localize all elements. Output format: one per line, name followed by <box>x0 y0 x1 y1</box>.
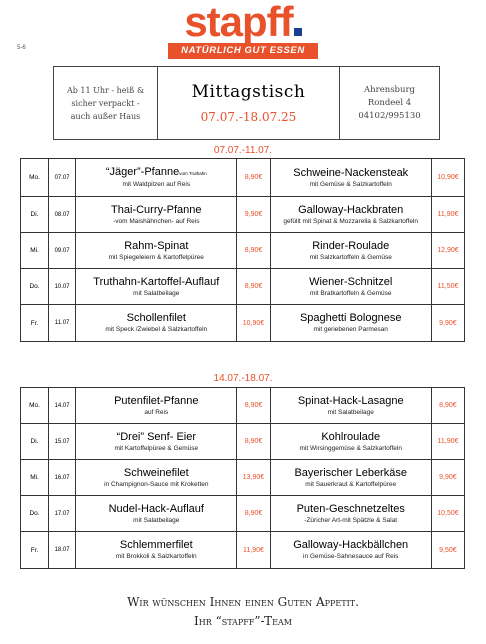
dish-cell <box>76 532 237 569</box>
dish-cell <box>270 532 431 569</box>
logo-dot <box>294 28 302 36</box>
dish-cell <box>76 460 237 496</box>
price-cell: 8,90€ <box>237 233 270 269</box>
dish-name <box>76 276 236 289</box>
day-cell: Mo. <box>21 388 49 424</box>
dish-cell <box>270 388 431 424</box>
dish-cell <box>76 424 237 460</box>
menu-row <box>21 197 465 233</box>
dish-description: mit Waldpilzen auf Reis <box>122 181 191 188</box>
dish-name <box>271 539 431 552</box>
dish-name-text: Rahm-Spinat <box>124 239 189 252</box>
dish-cell <box>76 269 237 305</box>
menu-table-week-2 <box>20 387 465 569</box>
dish-name <box>76 539 236 552</box>
price-cell: 8,90€ <box>237 269 270 305</box>
menu-row <box>21 424 465 460</box>
dish-description: -vom Maishähnchen- auf Reis <box>113 217 200 225</box>
logo-word: stapff <box>184 0 293 45</box>
dish-name <box>76 431 236 444</box>
menu-table-week-1 <box>20 158 465 342</box>
dish-name-text: Putenfilet-Pfanne <box>114 394 199 407</box>
date-cell: 11.07 <box>49 305 76 342</box>
dish-cell <box>76 388 237 424</box>
dish-name <box>271 503 431 516</box>
dish-description: mit geriebenen Parmesan <box>313 326 388 333</box>
date-cell: 17.07 <box>49 496 76 532</box>
dish-name-text: Rinder-Roulade <box>312 239 390 252</box>
menu-row <box>21 159 465 197</box>
dish-description: mit Salatbeilage <box>327 408 374 416</box>
price-cell: 11,90€ <box>237 532 270 569</box>
dish-name-text: Schweinefilet <box>123 466 189 479</box>
header-box <box>53 66 440 140</box>
price-cell: 12,90€ <box>431 233 464 269</box>
dish-name-text: Schollenfilet <box>126 312 186 324</box>
dish-name <box>271 167 431 180</box>
price-cell: 9,90€ <box>431 460 464 496</box>
header-left-line: sicher verpackt - <box>71 98 140 108</box>
dish-cell <box>76 197 237 233</box>
date-cell: 09.07 <box>49 233 76 269</box>
day-cell: Do. <box>21 496 49 532</box>
dish-name <box>76 467 236 480</box>
menu-row <box>21 269 465 305</box>
dish-cell <box>76 305 237 342</box>
day-cell: Di. <box>21 424 49 460</box>
date-cell: 15.07 <box>49 424 76 460</box>
dish-name-text: Galloway-Hackbällchen <box>293 539 409 551</box>
dish-description: in Champignon-Sauce mit Kroketten <box>104 480 209 488</box>
dish-description: -Züricher Art-mit Spätzle & Salat <box>304 516 398 524</box>
dish-name <box>271 467 431 480</box>
dish-cell <box>270 197 431 233</box>
price-cell: 13,90€ <box>237 460 270 496</box>
dish-name-text: Truthahn-Kartoffel-Auflauf <box>93 275 220 288</box>
dish-name-text: Bayerischer Leberkäse <box>294 466 407 479</box>
dish-description: mit Spiegeleiern & Kartoffelpüree <box>108 253 204 261</box>
dish-name <box>271 395 431 408</box>
dish-description: mit Sauerkraut & Kartoffelpüree <box>305 480 397 488</box>
dish-name <box>76 395 236 408</box>
day-cell: Fr. <box>21 305 49 342</box>
dish-cell <box>270 233 431 269</box>
day-cell: Mi. <box>21 460 49 496</box>
dish-name-text: “Jäger”-Pfanne <box>105 166 180 178</box>
menu-row <box>21 305 465 342</box>
dish-description: auf Reis <box>144 408 169 416</box>
menu-row <box>21 388 465 424</box>
price-cell: 8,90€ <box>237 159 270 197</box>
price-cell: 11,50€ <box>431 269 464 305</box>
header-left-line: auch außer Haus <box>70 111 141 121</box>
dish-description: mit Wirsinggemüse & Salzkartoffeln <box>299 444 402 452</box>
header-right <box>339 67 439 139</box>
price-cell: 8,90€ <box>237 424 270 460</box>
price-cell: 11,90€ <box>431 424 464 460</box>
dish-cell <box>270 460 431 496</box>
footer-greeting: Wir wünschen Ihnen einen Guten Appetit. <box>127 595 359 609</box>
dish-cell <box>270 269 431 305</box>
dish-name <box>271 431 431 444</box>
menu-row <box>21 460 465 496</box>
price-cell: 9,90€ <box>237 197 270 233</box>
dish-name-text: Galloway-Hackbraten <box>298 203 404 216</box>
dish-name-text: Nudel-Hack-Auflauf <box>108 502 204 515</box>
dish-name-text: Kohlroulade <box>321 430 381 443</box>
price-cell: 8,90€ <box>237 496 270 532</box>
price-cell: 8,90€ <box>431 388 464 424</box>
dish-name-text: Wiener-Schnitzel <box>309 275 393 288</box>
price-cell: 10,50€ <box>431 496 464 532</box>
dish-note: vom Truthahn <box>179 171 207 176</box>
menu-row <box>21 233 465 269</box>
price-cell: 9,90€ <box>431 305 464 342</box>
dish-name <box>76 503 236 516</box>
date-cell: 14.07 <box>49 388 76 424</box>
dish-name <box>76 204 236 217</box>
day-cell: Mi. <box>21 233 49 269</box>
day-cell: Fr. <box>21 532 49 569</box>
day-cell: Mo. <box>21 159 49 197</box>
dish-name-text: Spinat-Hack-Lasagne <box>297 394 404 407</box>
day-cell: Do. <box>21 269 49 305</box>
stapff-logo <box>168 2 318 59</box>
dish-cell <box>76 159 237 197</box>
header-left <box>54 67 158 139</box>
menu-row <box>21 496 465 532</box>
dish-name <box>271 204 431 217</box>
dish-name <box>271 312 431 325</box>
address-line: Ahrensburg <box>364 84 415 95</box>
date-cell: 18.07 <box>49 532 76 569</box>
dish-name-text: Puten-Geschnetzeltes <box>296 502 405 515</box>
dish-cell <box>270 496 431 532</box>
date-cell: 07.07 <box>49 159 76 197</box>
dish-name-text: “Drei” Senf- Eier <box>116 430 197 443</box>
dish-name-text: Spaghetti Bolognese <box>299 312 402 324</box>
dish-name <box>76 312 236 325</box>
dish-cell <box>270 159 431 197</box>
dish-name <box>76 240 236 253</box>
dish-name-text: Schlemmerfilet <box>119 539 193 551</box>
dish-description: mit Salatbeilage <box>133 289 180 297</box>
dish-cell <box>270 424 431 460</box>
dish-description: mit Brokkoli & Salzkartoffeln <box>115 553 197 560</box>
date-cell: 08.07 <box>49 197 76 233</box>
dish-description: mit Kartoffelpüree & Gemüse <box>114 444 199 452</box>
address-line: Rondeel 4 <box>367 97 412 108</box>
page-mark: 5-6 <box>17 45 26 51</box>
page-title: Mittagstisch <box>191 82 306 102</box>
menu-row <box>21 532 465 569</box>
dish-cell <box>76 233 237 269</box>
price-cell: 8,90€ <box>237 388 270 424</box>
dish-name <box>271 240 431 253</box>
header-left-line: Ab 11 Uhr - heiß & <box>66 85 145 95</box>
week-label: 14.07.-18.07. <box>213 373 273 384</box>
date-cell: 16.07 <box>49 460 76 496</box>
dish-name-text: Thai-Curry-Pfanne <box>111 203 202 216</box>
date-range: 07.07.-18.07.25 <box>200 110 297 124</box>
day-cell: Di. <box>21 197 49 233</box>
price-cell: 10,90€ <box>237 305 270 342</box>
dish-description: in Gemüse-Sahnesauce auf Reis <box>303 553 399 560</box>
phone-number: 04102/995130 <box>358 110 421 121</box>
dish-name <box>271 276 431 289</box>
week-label: 07.07.-11.07. <box>213 145 273 156</box>
dish-description: gefüllt mit Spinat & Mozzarella & Salzkartoffeln <box>283 217 419 225</box>
dish-description: mit Salatbeilage <box>133 516 180 524</box>
dish-cell <box>76 496 237 532</box>
dish-description: mit Bratkartoffeln & Gemüse <box>309 289 392 297</box>
price-cell: 10,90€ <box>431 159 464 197</box>
dish-description: mit Salzkartoffeln & Gemüse <box>309 253 392 261</box>
header-middle <box>158 67 339 139</box>
footer-signature: Ihr “stapff”-Team <box>194 614 292 628</box>
dish-cell <box>270 305 431 342</box>
logo-tagline: NATÜRLICH GUT ESSEN <box>168 43 318 59</box>
dish-description: mit Speck /Zwiebel & Salzkartoffeln <box>105 326 208 333</box>
dish-name-text: Schweine-Nackensteak <box>293 166 409 179</box>
dish-description: mit Gemüse & Salzkartoffeln <box>309 180 392 188</box>
price-cell: 9,50€ <box>431 532 464 569</box>
date-cell: 10.07 <box>49 269 76 305</box>
price-cell: 11,90€ <box>431 197 464 233</box>
dish-name <box>76 166 236 180</box>
